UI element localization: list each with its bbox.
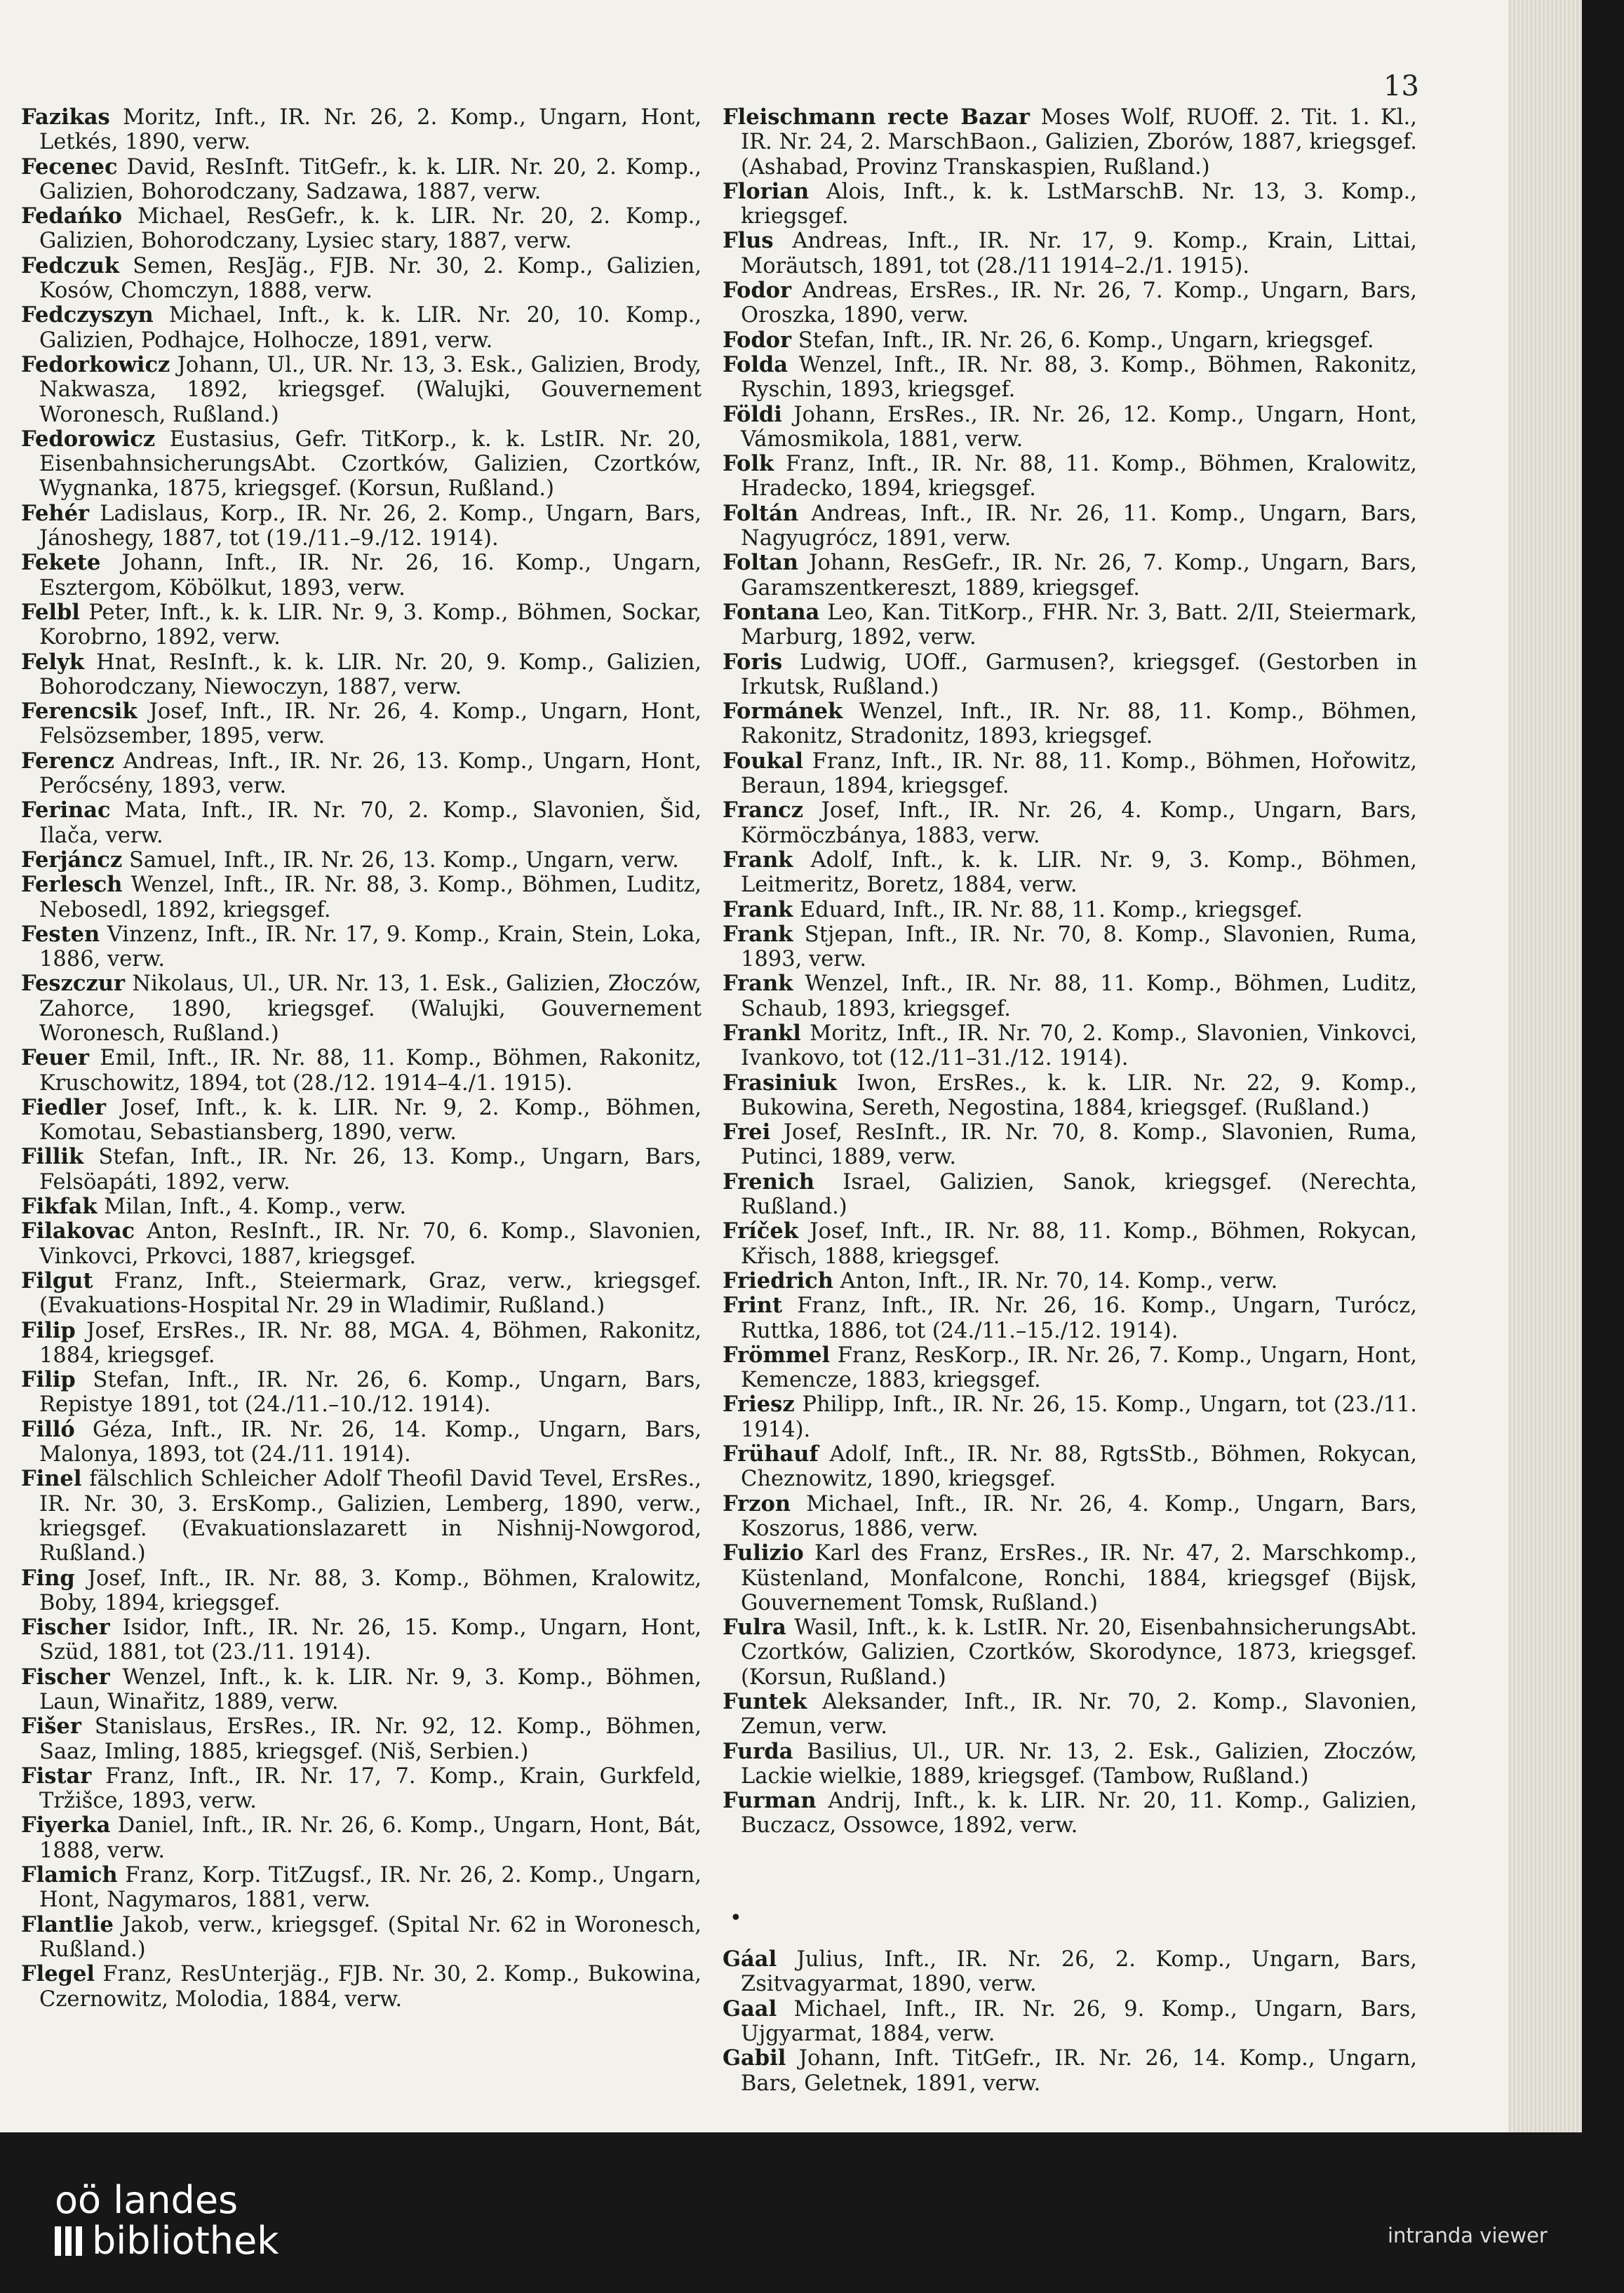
list-entry [21,1764,702,1814]
list-entry [21,155,702,205]
entry-text: Wenzel, Inft., IR. Nr. 88, 11. Komp., Böhmen, Luditz, Schaub, 1893, kriegsgef. [741,971,1417,1021]
list-entry [21,105,702,155]
entry-name: Fehér [21,500,90,526]
list-entry [21,254,702,304]
entry-name: Felyk [21,649,84,675]
entry-name: Fedorkowicz [21,351,170,377]
entry-name: Fillik [21,1144,84,1170]
logo-line2: bibliothek [92,2219,279,2263]
entry-text: Michael, Inft., IR. Nr. 26, 4. Komp., Ungarn, Bars, Koszorus, 1886, verw. [741,1491,1417,1541]
entry-name: Földi [723,401,782,427]
entry-text: Aleksander, Inft., IR. Nr. 70, 2. Komp., Slavonien, Zemun, verw. [741,1690,1417,1740]
entry-text: Franz, Inft., IR. Nr. 26, 16. Komp., Ungarn, Turócz, Ruttka, 1886, tot (24./11.–15./12. 1914). [741,1293,1417,1343]
entry-name: Fodor [723,278,792,304]
entry-name: Frzon [723,1491,791,1517]
list-entry [723,1492,1417,1542]
entry-name: Filló [21,1416,75,1442]
entry-text: fälschlich Schleicher Adolf Theofil David Tevel, ErsRes., IR. Nr. 30, 3. ErsKomp., Galizien, Lemberg, 1890, verw., kriegsgef. (Evakuationslazarett in Nishnij-Nowgorod, Rußland.) [39,1467,702,1566]
entry-name: Frank [723,847,793,873]
entry-text: David, ResInft. TitGefr., k. k. LIR. Nr. 20, 2. Komp., Galizien, Bohorodczany, Sadzawa, 1887, verw. [39,154,702,204]
right-column [723,105,1417,2096]
list-entry [21,1418,702,1467]
entry-text: Stjepan, Inft., IR. Nr. 70, 8. Komp., Slavonien, Ruma, 1893, verw. [741,922,1417,972]
entry-text: Emil, Inft., IR. Nr. 88, 11. Komp., Böhmen, Rakonitz, Kruschowitz, 1894, tot (28./12. 1914–4./1. 1915). [39,1046,702,1096]
list-entry [21,798,702,848]
entry-name: Fing [21,1565,75,1591]
entry-name: Ferinac [21,798,111,823]
entry-text: Ludwig, UOff., Garmusen?, kriegsgef. (Gestorben in Irkutsk, Rußland.) [741,650,1417,699]
entry-text: Andreas, Inft., IR. Nr. 17, 9. Komp., Krain, Littai, Moräutsch, 1891, tot (28./11 1914–2./1. 1915). [741,229,1417,278]
list-entry [723,180,1417,229]
entry-name: Fistar [21,1763,92,1789]
entry-text: Andreas, ErsRes., IR. Nr. 26, 7. Komp., Ungarn, Bars, Oroszka, 1890, verw. [741,278,1417,328]
entry-text: Josef, Inft., k. k. LIR. Nr. 9, 2. Komp., Böhmen, Komotau, Sebastiansberg, 1890, verw. [39,1095,702,1145]
list-entry [723,971,1417,1021]
entry-name: Foukal [723,748,803,774]
list-entry [723,1071,1417,1121]
list-entry [723,798,1417,848]
entry-text: Hnat, ResInft., k. k. LIR. Nr. 20, 9. Komp., Galizien, Bohorodczany, Niewoczyn, 1887, verw. [39,650,702,699]
entry-text: Johann, ResGefr., IR. Nr. 26, 7. Komp., Ungarn, Bars, Garamszentkereszt, 1889, kriegsgef. [741,551,1417,600]
list-entry [21,1145,702,1195]
list-entry [723,1789,1417,1838]
entry-text: Anton, ResInft., IR. Nr. 70, 6. Komp., Slavonien, Vinkovci, Prkovci, 1887, kriegsgef. [39,1219,702,1269]
entry-name: Foltan [723,550,798,576]
entry-name: Gaal [723,1996,777,2022]
entry-name: Florian [723,178,810,204]
list-entry [723,848,1417,898]
entry-text: Ladislaus, Korp., IR. Nr. 26, 2. Komp., Ungarn, Bars, Jánoshegy, 1887, tot (19./11.–9./12. 1914). [39,501,702,551]
entry-text: Michael, Inft., k. k. LIR. Nr. 20, 10. Komp., Galizien, Podhajce, Holhocze, 1891, verw. [39,303,702,353]
entry-name: Fedczyszyn [21,302,154,328]
entry-name: Filip [21,1367,76,1393]
list-entry [723,1690,1417,1740]
entry-text: Adolf, Inft., IR. Nr. 88, RgtsStb., Böhmen, Rokycan, Cheznowitz, 1890, kriegsgef. [741,1442,1417,1492]
list-entry [723,353,1417,403]
entry-name: Fischer [21,1664,110,1690]
entry-name: Fecenec [21,154,118,180]
entry-name: Filip [21,1317,76,1343]
list-entry [21,303,702,353]
entry-text: Stefan, Inft., IR. Nr. 26, 13. Komp., Ungarn, Bars, Felsöapáti, 1892, verw. [39,1145,702,1195]
list-entry [21,699,702,749]
list-entry [723,1392,1417,1442]
list-entry [21,749,702,799]
list-entry [723,1740,1417,1789]
list-entry [723,600,1417,650]
entry-name: Flamich [21,1862,118,1888]
list-entry [723,278,1417,328]
entry-text: Moritz, Inft., IR. Nr. 70, 2. Komp., Slavonien, Vinkovci, Ivankovo, tot (12./11–31./12. 1914). [741,1021,1417,1071]
list-entry [723,452,1417,502]
list-entry [723,502,1417,551]
list-entry [21,1615,702,1665]
entry-text: Anton, Inft., IR. Nr. 70, 14. Komp., verw. [840,1268,1278,1293]
entry-name: Frankl [723,1020,801,1046]
list-entry [723,749,1417,799]
entry-text: Isidor, Inft., IR. Nr. 26, 15. Komp., Ungarn, Hont, Szüd, 1881, tot (23./11. 1914). [39,1615,702,1665]
list-entry [723,1269,1417,1293]
entry-name: Flus [723,228,774,254]
list-entry [21,1665,702,1715]
list-entry [723,922,1417,972]
list-entry [21,1714,702,1764]
entry-name: Formánek [723,699,843,725]
list-entry [21,600,702,650]
entry-text: Josef, ErsRes., IR. Nr. 88, MGA. 4, Böhmen, Rakonitz, 1884, kriegsgef. [39,1318,702,1368]
entry-name: Festen [21,921,100,947]
list-entry [723,1219,1417,1269]
entry-text: Milan, Inft., 4. Komp., verw. [104,1195,407,1220]
entry-text: Josef, Inft., IR. Nr. 26, 4. Komp., Ungarn, Hont, Felsözsember, 1895, verw. [39,699,702,749]
entry-text: Andreas, Inft., IR. Nr. 26, 13. Komp., Ungarn, Hont, Perőcsény, 1893, verw. [39,748,702,799]
entry-name: Frasiniuk [723,1070,837,1096]
entry-text: Franz, ResKorp., IR. Nr. 26, 7. Komp., Ungarn, Hont, Kemencze, 1883, kriegsgef. [741,1343,1417,1393]
entry-name: Fikfak [21,1194,98,1220]
entry-text: Alois, Inft., k. k. LstMarschB. Nr. 13, 3. Komp., kriegsgef. [741,179,1417,229]
entry-name: Folk [723,451,774,477]
entry-text: Wenzel, Inft., IR. Nr. 88, 3. Komp., Böhmen, Luditz, Nebosedl, 1892, kriegsgef. [39,873,702,922]
list-entry [21,204,702,254]
entry-name: Fedorowicz [21,426,156,452]
list-entry [723,650,1417,700]
entry-name: Friesz [723,1392,795,1418]
logo-bars-icon [55,2226,82,2256]
entry-name: Frenich [723,1169,815,1195]
entry-name: Fedańko [21,203,123,229]
entry-text: Eustasius, Gefr. TitKorp., k. k. LstIR. Nr. 20, EisenbahnsicherungsAbt. Czortków, Galizien, Czortków, Wygnanka, 1875, kriegsgef. (Korsun, Rußland.) [39,426,702,502]
list-entry [723,1021,1417,1071]
left-column [21,105,702,2012]
entry-text: Wenzel, Inft., IR. Nr. 88, 3. Komp., Böhmen, Rakonitz, Ryschin, 1893, kriegsgef. [741,352,1417,403]
entry-text: Nikolaus, Ul., UR. Nr. 13, 1. Esk., Galizien, Złoczów, Zahorce, 1890, kriegsgef. (Walujki, Gouvernement Woronesch, Rußland.) [39,971,702,1046]
list-entry [723,898,1417,922]
entry-name: Filakovac [21,1218,135,1244]
entry-name: Fontana [723,599,820,625]
list-entry [21,922,702,972]
entry-name: Furda [723,1738,793,1764]
entry-name: Filgut [21,1267,93,1293]
entry-text: Michael, Inft., IR. Nr. 26, 9. Komp., Ungarn, Bars, Ujgyarmat, 1884, verw. [741,1996,1417,2046]
entry-text: Adolf, Inft., k. k. LIR. Nr. 9, 3. Komp., Böhmen, Leitmeritz, Boretz, 1884, verw. [741,847,1417,898]
entry-text: Mata, Inft., IR. Nr. 70, 2. Komp., Slavonien, Šid, Ilača, verw. [39,798,702,848]
entry-text: Israel, Galizien, Sanok, kriegsgef. (Nerechta, Rußland.) [741,1169,1417,1220]
entry-name: Funtek [723,1689,807,1714]
list-entry [21,1813,702,1863]
list-entry [21,650,702,700]
list-entry [21,848,702,873]
list-entry [723,1997,1417,2047]
list-entry [723,105,1417,180]
entry-name: Friedrich [723,1267,833,1293]
entry-name: Folda [723,351,788,377]
entry-name: Frühauf [723,1441,819,1467]
entry-text: Basilius, Ul., UR. Nr. 13, 2. Esk., Galizien, Złoczów, Lackie wielkie, 1889, kriegsgef. (Tambow, Rußland.) [741,1739,1417,1789]
entry-name: Fulizio [723,1540,804,1566]
list-entry [21,873,702,922]
list-entry [723,328,1417,353]
list-entry [723,403,1417,452]
library-logo[interactable] [55,2180,279,2261]
entry-name: Frei [723,1119,771,1145]
entry-name: Frint [723,1293,783,1319]
entry-text: Vinzenz, Inft., IR. Nr. 17, 9. Komp., Krain, Stein, Loka, 1886, verw. [39,922,702,972]
book-page-edge [1508,0,1582,2132]
list-entry [21,1046,702,1096]
list-entry [21,1319,702,1369]
entry-text: Stefan, Inft., IR. Nr. 26, 6. Komp., Ungarn, Bars, Repistye 1891, tot (24./11.–10./12. 1914). [39,1368,702,1418]
entry-text: Josef, Inft., IR. Nr. 26, 4. Komp., Ungarn, Bars, Körmöczbánya, 1883, verw. [741,798,1417,848]
list-entry [21,1368,702,1418]
entry-name: Frank [723,971,793,997]
list-entry [723,1343,1417,1393]
entry-name: Ferencz [21,748,114,774]
entry-name: Ferlesch [21,872,123,898]
list-entry [723,699,1417,749]
entry-name: Fulra [723,1615,786,1641]
entry-text: Géza, Inft., IR. Nr. 26, 14. Komp., Ungarn, Bars, Malonya, 1893, tot (24./11. 1914). [39,1417,702,1467]
list-entry [21,1566,702,1616]
viewer-label[interactable]: intranda viewer [1388,2224,1548,2247]
entry-text: Franz, Inft., Steiermark, Graz, verw., kriegsgef. (Evakuations-Hospital Nr. 29 in Wladimir, Rußland.) [39,1268,702,1319]
entry-text: Stefan, Inft., IR. Nr. 26, 6. Komp., Ungarn, kriegsgef. [798,328,1374,353]
entry-text: Julius, Inft., IR. Nr. 26, 2. Komp., Ungarn, Bars, Zsitvagyarmat, 1890, verw. [741,1947,1417,1997]
list-entry [723,551,1417,600]
list-entry [21,1467,702,1566]
entry-name: Foris [723,649,783,675]
entry-name: Gáal [723,1946,777,1972]
list-entry [21,1096,702,1145]
list-entry [21,1962,702,2012]
entry-text: Franz, Inft., IR. Nr. 88, 11. Komp., Böhmen, Kralowitz, Hradecko, 1894, kriegsgef. [741,452,1418,502]
list-entry [723,229,1417,278]
section-mark: • [730,1905,742,1930]
entry-name: Flantlie [21,1911,114,1937]
entry-text: Wenzel, Inft., IR. Nr. 88, 11. Komp., Böhmen, Rakonitz, Stradonitz, 1893, kriegsgef. [741,699,1417,749]
list-entry [21,502,702,551]
entry-name: Ferjáncz [21,847,123,873]
entry-text: Jakob, verw., kriegsgef. (Spital Nr. 62 in Woronesch, Rußland.) [39,1912,702,1962]
entry-text: Wasil, Inft., k. k. LstIR. Nr. 20, EisenbahnsicherungsAbt. Czortków, Galizien, Czortków, Skorodynce, 1873, kriegsgef. (Korsun, Rußland.) [741,1615,1417,1690]
entry-text: Johann, Ul., UR. Nr. 13, 3. Esk., Galizien, Brody, Nakwasza, 1892, kriegsgef. (Walujki, Gouvernement Woronesch, Rußland.) [39,352,702,427]
entry-text: Michael, ResGefr., k. k. LIR. Nr. 20, 2. Komp., Galizien, Bohorodczany, Lysiec stary, 1887, verw. [39,204,702,254]
list-entry [21,551,702,600]
entry-text: Andrij, Inft., k. k. LIR. Nr. 20, 11. Komp., Galizien, Buczacz, Ossowce, 1892, verw. [741,1789,1417,1838]
entry-name: Frömmel [723,1342,831,1368]
entry-name: Fekete [21,550,101,576]
right-column-f-entries [723,105,1417,1838]
entry-text: Johann, Inft. TitGefr., IR. Nr. 26, 14. Komp., Ungarn, Bars, Geletnek, 1891, verw. [741,2046,1417,2096]
entry-name: Felbl [21,599,80,625]
entry-text: Josef, ResInft., IR. Nr. 70, 8. Komp., Slavonien, Ruma, Putinci, 1889, verw. [741,1120,1417,1170]
entry-text: Wenzel, Inft., k. k. LIR. Nr. 9, 3. Komp., Böhmen, Laun, Winařitz, 1889, verw. [39,1665,702,1714]
entry-text: Moses Wolf, RUOff. 2. Tit. 1. Kl., IR. Nr. 24, 2. MarschBaon., Galizien, Zborów, 1887, kriegsgef. (Ashabad, Provinz Transkaspien, Rußland.) [741,105,1417,180]
entry-text: Stanislaus, ErsRes., IR. Nr. 92, 12. Komp., Böhmen, Saaz, Imling, 1885, kriegsgef. (Niš, Serbien.) [39,1714,702,1764]
entry-name: Fodor [723,327,792,353]
entry-name: Fischer [21,1615,110,1641]
entry-name: Feuer [21,1045,90,1071]
entry-name: Foltán [723,500,798,526]
entry-name: Feszczur [21,971,126,997]
entry-name: Finel [21,1466,82,1492]
entry-text: Peter, Inft., k. k. LIR. Nr. 9, 3. Komp., Böhmen, Sockar, Korobrno, 1892, verw. [39,600,702,650]
list-entry [723,1541,1417,1615]
entry-name: Furman [723,1788,817,1814]
right-column-g-entries [723,1947,1417,2096]
entry-text: Andreas, Inft., IR. Nr. 26, 11. Komp., Ungarn, Bars, Nagyugrócz, 1891, verw. [741,501,1417,551]
entry-name: Frank [723,921,793,947]
entry-text: Philipp, Inft., IR. Nr. 26, 15. Komp., Ungarn, tot (23./11. 1914). [741,1392,1417,1442]
entry-text: Leo, Kan. TitKorp., FHR. Nr. 3, Batt. 2/II, Steiermark, Marburg, 1892, verw. [741,600,1418,650]
entry-text: Iwon, ErsRes., k. k. LIR. Nr. 22, 9. Komp., Bukowina, Sereth, Negostina, 1884, kriegsgef. (Rußland.) [741,1070,1417,1120]
entry-text: Semen, ResJäg., FJB. Nr. 30, 2. Komp., Galizien, Kosów, Chomczyn, 1888, verw. [39,253,702,304]
list-entry [21,1913,702,1963]
logo-line1: oö landes [55,2178,239,2222]
list-entry [723,1120,1417,1170]
entry-name: Ferencsik [21,699,137,725]
entry-text: Karl des Franz, ErsRes., IR. Nr. 47, 2. Marschkomp., Küstenland, Monfalcone, Ronchi, 1884, kriegsgef (Bijsk, Gouvernement Tomsk, Rußland.) [741,1541,1418,1615]
list-entry [21,971,702,1046]
list-entry [723,2046,1417,2096]
entry-name: Gabil [723,2045,786,2071]
entry-name: Fedczuk [21,253,119,278]
list-entry [723,1293,1417,1343]
entry-text: Daniel, Inft., IR. Nr. 26, 6. Komp., Ungarn, Hont, Bát, 1888, verw. [39,1813,702,1863]
entry-text: Franz, Korp. TitZugsf., IR. Nr. 26, 2. Komp., Ungarn, Hont, Nagymaros, 1881, verw. [39,1863,702,1913]
entry-text: Franz, ResUnterjäg., FJB. Nr. 30, 2. Komp., Bukowina, Czernowitz, Molodia, 1884, verw. [39,1962,702,2012]
entry-name: Fazikas [21,105,110,130]
entry-name: Fišer [21,1714,81,1740]
entry-text: Eduard, Inft., IR. Nr. 88, 11. Komp., kriegsgef. [799,897,1303,922]
list-entry [21,1269,702,1319]
list-entry [21,353,702,427]
entry-text: Franz, Inft., IR. Nr. 88, 11. Komp., Böhmen, Hořowitz, Beraun, 1894, kriegsgef. [741,748,1417,799]
entry-name: Fleischmann recte Bazar [723,105,1030,130]
entry-text: Franz, Inft., IR. Nr. 17, 7. Komp., Krain, Gurkfeld, Tržišce, 1893, verw. [39,1763,702,1814]
entry-name: Fiedler [21,1094,107,1120]
entry-text: Josef, Inft., IR. Nr. 88, 11. Komp., Böhmen, Rokycan, Křisch, 1888, kriegsgef. [741,1219,1417,1269]
entry-text: Samuel, Inft., IR. Nr. 26, 13. Komp., Ungarn, verw. [129,847,679,873]
entry-name: Fríček [723,1218,798,1244]
entry-name: Francz [723,798,804,823]
entry-name: Flegel [21,1961,95,1987]
list-entry [21,1863,702,1913]
entry-text: Johann, ErsRes., IR. Nr. 26, 12. Komp., Ungarn, Hont, Vámosmikola, 1881, verw. [741,402,1417,452]
entry-text: Josef, Inft., IR. Nr. 88, 3. Komp., Böhmen, Kralowitz, Boby, 1894, kriegsgef. [39,1566,702,1615]
list-entry [723,1947,1417,1997]
list-entry [723,1615,1417,1690]
entry-name: Fiyerka [21,1813,111,1838]
page-number: 13 [1383,70,1419,102]
list-entry [21,1195,702,1219]
list-entry [21,427,702,502]
entry-text: Johann, Inft., IR. Nr. 26, 16. Komp., Ungarn, Esztergom, Köbölkut, 1893, verw. [39,551,702,600]
entry-text: Moritz, Inft., IR. Nr. 26, 2. Komp., Ungarn, Hont, Letkés, 1890, verw. [39,105,702,155]
list-entry [723,1442,1417,1492]
list-entry [21,1219,702,1269]
entry-name: Frank [723,896,793,922]
list-entry [723,1170,1417,1220]
